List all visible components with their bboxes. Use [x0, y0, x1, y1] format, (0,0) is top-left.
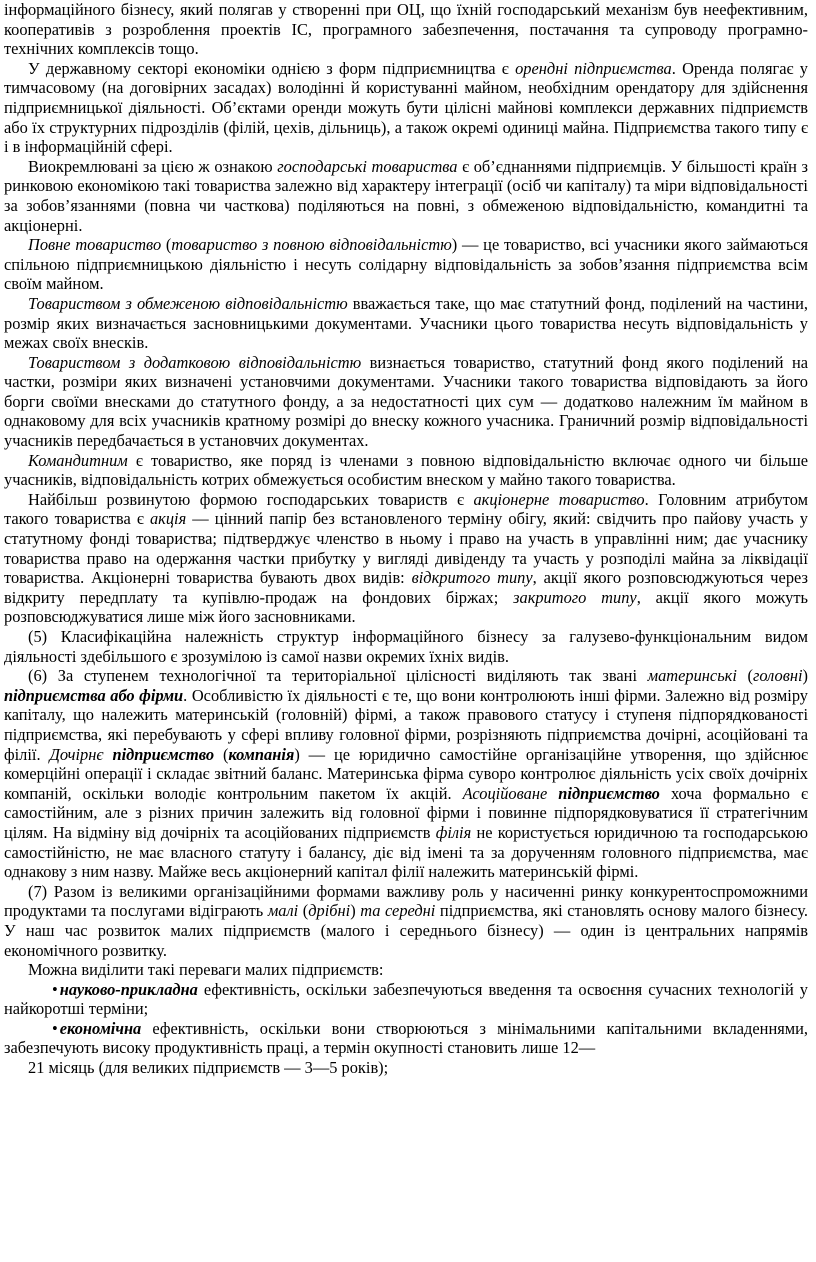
text-run: вважається таке, що має статутний фонд, поділений на частини, розмір яких визначається засновницькими документами. Учасники цього товариства несуть відповідальність у межах своїх внесків.	[4, 293, 808, 353]
italic-term: філія	[435, 822, 472, 842]
bullet-icon: •	[52, 1018, 58, 1038]
bold-italic-term: компанія	[228, 744, 295, 764]
paragraph	[4, 353, 808, 451]
text-run: (5) Класифікаційна належність структур інформаційного бізнесу за галузево-функціональним видом діяльності здебільшого є зрозумілою із самої назви окремих їхніх видів.	[4, 627, 808, 666]
text-run: У державному секторі економіки однією з форм підприємництва є	[28, 58, 516, 78]
italic-term: та середні	[360, 901, 436, 921]
italic-term: Повне товариство	[28, 235, 162, 255]
bold-italic-term: науково-прикладна	[59, 979, 198, 999]
italic-term: Дочірнє	[49, 744, 104, 764]
paragraph	[4, 0, 808, 59]
text-run: (	[161, 235, 172, 255]
bold-italic-term: підприємства або фірми	[4, 685, 184, 705]
italic-term: акціонерне товариство	[473, 489, 645, 509]
bold-italic-term: підприємство	[558, 783, 660, 803]
text-run: (7) Разом із великими організаційними формами важливу роль у насиченні ринку конкурентоспроможними продуктами та послугами відіграють	[4, 881, 808, 921]
italic-term: закритого типу	[513, 587, 637, 607]
text-run: підприємства, які становлять основу малого бізнесу. У наш час розвиток малих підприємств (малого і середнього бізнесу) — один із центральних напрямів економічного розвитку.	[4, 901, 808, 960]
bold-term	[4, 686, 183, 705]
text-run: (	[214, 744, 229, 764]
italic-term: орендні підприємства	[515, 58, 672, 78]
text-run: (6) За ступенем технологічної та територіальної цілісності виділяють так звані	[28, 666, 648, 686]
paragraph	[4, 235, 808, 294]
text-run: ефективність, оскільки вони створюються з мінімальними капітальними вкладеннями, забезпечують високу продуктивність праці, а термін окупності становить лише 12—	[4, 1018, 808, 1058]
text-run: . Головним атрибутом такого товариства є	[4, 489, 808, 529]
italic-term: Товариством з обмеженою відповідальністю	[28, 293, 348, 313]
continuation-line: 21 місяць (для великих підприємств — 3—5 років);	[28, 1058, 389, 1078]
italic-term: головні	[753, 666, 803, 686]
text-run: ) — це товариство, всі учасники якого займаються спільною підприємницькою діяльністю і несуть солідарну відповідальність за зобов’язання підприємства всім своїм майном.	[4, 235, 808, 294]
text-run: (	[298, 901, 309, 921]
italic-term: товариство з повною відповідальністю	[171, 235, 452, 255]
bold-term	[228, 745, 294, 764]
text-run: є товариство, яке поряд із членами з повною відповідальністю включає одного чи більше учасників, відповідальність котрих обмежується особистим внеском у майно такого товариства.	[4, 450, 808, 490]
paragraph	[4, 490, 808, 627]
text-run: . Оренда полягає у тимчасовому (на договірних засадах) володінні й користуванні майном, необхідним орендатору для здійснення підприємницької діяльності. Об’єктами оренди можуть бути цілісні майнові комплекси державних підприємств або їх структурних підрозділів (філій, цехів, дільниць), а також окремі одиниці майна. Підприємства такого типу є і в інформаційній сфері.	[4, 58, 808, 157]
text-run: — цінний папір без встановленого терміну обігу, який: свідчить про пайову участь у статутному фонді товариства; підтверджує членство в ньому і право на участь в управлінні ним; дає учаснику товариства право на одержання частки прибутку у вигляді дивіденду та участь у розподілі майна за ліквідації товариства. Акціонерні товариства бувають двох видів:	[4, 509, 808, 588]
text-run: ) — це юридично самостійне організаційне утворення, що здійснює комерційні операції і складає звітний баланс. Материнська фірма суворо контролює діяльність усіх своїх дочірніх компаній, оскільки володіє контрольним пакетом їх акцій.	[4, 744, 808, 803]
bold-term	[60, 980, 198, 999]
italic-term: материнські	[647, 666, 737, 686]
paragraph	[4, 882, 808, 960]
text-run: )	[350, 901, 361, 921]
text-run: визнається товариство, статутний фонд якого поділений на частки, розміри яких визначені установчими документами. Учасники такого товариства відповідають за його борги своїми внесками до статутного фонду, а за недостатності цих сум — додатково належним їм майном в однаковому для всіх учасників кратному розмірі до внеску кожного учасника. Граничний розмір відповідальності учасників передбачається в установчих документах.	[4, 352, 808, 451]
bullet-item	[4, 1019, 808, 1058]
bold-term	[558, 784, 660, 803]
text-run: не користується юридичною та господарською самостійністю, не має власного статуту і балансу, діє від імені та за дорученням головного підприємства, має однакову з ним назву. Майже весь акціонерний капітал філії належить материнській фірмі.	[4, 822, 809, 882]
italic-term: господарські товариства	[277, 156, 458, 176]
italic-term: Командитним	[28, 450, 128, 470]
italic-term: малі	[267, 901, 299, 921]
bold-italic-term: економічна	[59, 1018, 142, 1038]
text-run: Виокремлювані за цією ж ознакою	[28, 156, 278, 176]
text-run: ефективність, оскільки забезпечуються введення та освоєння сучасних технологій у найкоротші терміни;	[4, 979, 808, 1019]
paragraph	[4, 157, 808, 235]
bullet-icon: •	[52, 979, 58, 999]
bullet-item	[4, 980, 808, 1019]
text-run: , акції якого можуть розповсюджуватися лише між його засновниками.	[4, 587, 808, 627]
text-run: . Особливістю їх діяльності є те, що вони контролюють інші фірми. Залежно від розміру капіталу, що належить материнській (головній) фірмі, а також правового статусу і ступеня підпорядкованості підприємства, які перебувають у сфері впливу головної фірми, розрізняють підприємства дочірні, асоційовані та філії.	[4, 685, 808, 764]
bold-italic-term: підприємство	[112, 744, 215, 764]
paragraph	[4, 666, 808, 882]
italic-term: дрібні	[308, 901, 351, 921]
text-run: Найбільш розвинутою формою господарських товариств є	[28, 489, 474, 509]
text-run: , акції якого розповсюджуються через відкриту передплату та купівлю-продаж на фондових біржах;	[4, 568, 808, 607]
text-run	[547, 784, 558, 803]
text-run: є об’єднаннями підприємців. У більшості країн з ринковою економікою такі товариства залежно від характеру інтеграції (осіб чи капіталу) та міри відповідальності за зобов’язаннями (повна чи часткова) поділяються на повні, з обмеженою відповідальністю, командитні та акціонерні.	[4, 156, 808, 235]
text-run: Можна виділити такі переваги малих підприємств:	[28, 960, 384, 980]
italic-term: відкритого типу	[411, 568, 533, 588]
paragraph	[4, 294, 808, 353]
italic-term: Асоційоване	[462, 783, 548, 803]
text-run: (	[736, 666, 753, 686]
text-run: інформаційного бізнесу, який полягав у створенні при ОЦ, що їхній господарський механізм був неефективним, кооперативів з розроблення проектів ІС, програмного забезпечення, постачання та супроводу програмно-технічних комплексів тощо.	[4, 0, 808, 59]
bold-term	[112, 745, 214, 764]
text-run: )	[802, 666, 808, 686]
italic-term: Товариством з додатковою відповідальністю	[28, 352, 362, 372]
paragraph	[4, 627, 808, 666]
paragraph	[4, 451, 808, 490]
paragraph	[4, 59, 808, 157]
bold-term	[60, 1019, 142, 1038]
paragraph	[4, 960, 808, 980]
body-text	[4, 0, 808, 1058]
text-run: хоча формально є самостійним, але з різних причин залежить від головної фірми і повинне підпорядковуватися її стратегічним цілям. На відміну від дочірніх та асоційованих підприємств	[4, 783, 808, 842]
italic-term: акція	[149, 509, 187, 529]
